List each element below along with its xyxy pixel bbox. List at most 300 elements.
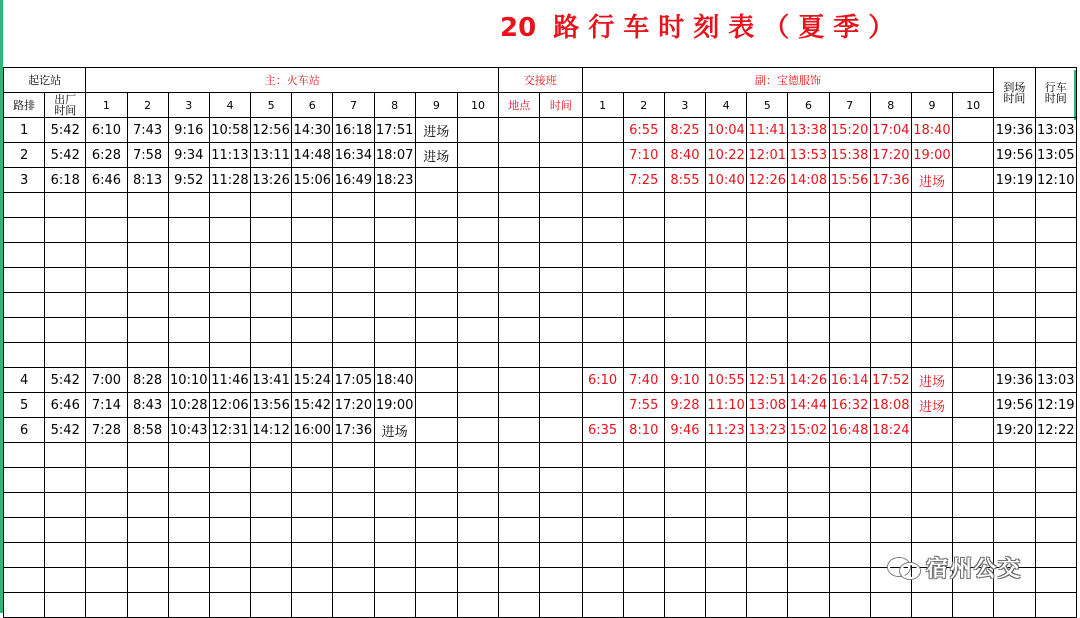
empty-cell <box>168 293 209 318</box>
empty-cell <box>4 318 45 343</box>
empty-cell <box>1035 293 1076 318</box>
empty-cell <box>623 243 664 268</box>
empty-cell <box>457 268 498 293</box>
handover-time-cell <box>540 393 582 418</box>
empty-cell <box>374 343 415 368</box>
empty-cell <box>540 343 582 368</box>
empty-cell <box>1035 443 1076 468</box>
empty-row <box>4 193 1077 218</box>
empty-cell <box>251 493 292 518</box>
main-time-cell: 进场 <box>374 418 415 443</box>
empty-cell <box>870 218 911 243</box>
empty-cell <box>251 268 292 293</box>
sub-time-cell: 8:55 <box>664 168 705 193</box>
sub-time-cell: 9:46 <box>664 418 705 443</box>
duration-header: 行车 时间 <box>1035 68 1076 118</box>
empty-cell <box>706 468 747 493</box>
empty-cell <box>292 443 333 468</box>
handover-time-cell <box>540 143 582 168</box>
empty-row <box>4 443 1077 468</box>
empty-cell <box>747 193 788 218</box>
empty-cell <box>540 268 582 293</box>
empty-cell <box>623 543 664 568</box>
handover-time-cell <box>540 118 582 143</box>
empty-cell <box>292 468 333 493</box>
empty-cell <box>582 443 623 468</box>
empty-cell <box>4 218 45 243</box>
empty-cell <box>582 243 623 268</box>
empty-cell <box>994 268 1035 293</box>
empty-cell <box>86 218 127 243</box>
empty-cell <box>251 468 292 493</box>
sub-time-cell: 11:10 <box>706 393 747 418</box>
empty-cell <box>706 493 747 518</box>
empty-cell <box>45 518 86 543</box>
empty-cell <box>499 493 540 518</box>
empty-cell <box>623 443 664 468</box>
empty-cell <box>251 218 292 243</box>
empty-cell <box>127 193 168 218</box>
empty-cell <box>623 318 664 343</box>
empty-cell <box>499 268 540 293</box>
empty-cell <box>4 568 45 593</box>
main-time-cell: 17:20 <box>333 393 374 418</box>
depart-header: 出厂 时间 <box>45 93 86 118</box>
empty-cell <box>168 493 209 518</box>
empty-cell <box>374 268 415 293</box>
empty-cell <box>45 243 86 268</box>
empty-cell <box>1035 268 1076 293</box>
main-time-cell: 12:56 <box>251 118 292 143</box>
empty-cell <box>706 318 747 343</box>
main-time-cell: 7:28 <box>86 418 127 443</box>
empty-cell <box>623 493 664 518</box>
empty-row <box>4 268 1077 293</box>
main-time-cell: 13:26 <box>251 168 292 193</box>
main-time-cell: 6:46 <box>86 168 127 193</box>
empty-cell <box>706 518 747 543</box>
depart-time-cell: 6:46 <box>45 393 86 418</box>
empty-cell <box>829 268 870 293</box>
sub-time-cell: 16:32 <box>829 393 870 418</box>
sub-time-cell: 12:01 <box>747 143 788 168</box>
empty-cell <box>415 343 457 368</box>
main-time-cell: 13:56 <box>251 393 292 418</box>
empty-cell <box>540 443 582 468</box>
empty-cell <box>623 268 664 293</box>
empty-cell <box>747 318 788 343</box>
sub-col-header: 10 <box>953 93 994 118</box>
main-time-cell: 16:49 <box>333 168 374 193</box>
sub-time-cell <box>953 393 994 418</box>
empty-cell <box>457 568 498 593</box>
watermark-text: 宿州公交 <box>926 556 1023 582</box>
sub-time-cell: 7:25 <box>623 168 664 193</box>
arrive-time-cell: 19:56 <box>994 143 1035 168</box>
empty-cell <box>127 318 168 343</box>
empty-cell <box>86 343 127 368</box>
empty-cell <box>209 493 250 518</box>
empty-cell <box>870 468 911 493</box>
empty-cell <box>788 268 829 293</box>
sub-time-cell <box>582 118 623 143</box>
empty-cell <box>127 568 168 593</box>
empty-cell <box>747 593 788 618</box>
empty-cell <box>953 518 994 543</box>
duration-cell: 12:10 <box>1035 168 1076 193</box>
duration-cell: 12:19 <box>1035 393 1076 418</box>
empty-cell <box>415 518 457 543</box>
empty-cell <box>4 593 45 618</box>
sub-time-cell: 15:02 <box>788 418 829 443</box>
main-time-cell: 18:40 <box>374 368 415 393</box>
empty-cell <box>292 243 333 268</box>
main-col-header: 9 <box>415 93 457 118</box>
empty-cell <box>1035 543 1076 568</box>
sub-time-cell: 进场 <box>911 368 952 393</box>
empty-cell <box>86 443 127 468</box>
main-time-cell: 16:34 <box>333 143 374 168</box>
main-time-cell: 6:28 <box>86 143 127 168</box>
empty-cell <box>994 468 1035 493</box>
sub-time-cell <box>582 143 623 168</box>
empty-cell <box>457 343 498 368</box>
empty-cell <box>251 593 292 618</box>
sub-time-cell: 17:20 <box>870 143 911 168</box>
empty-cell <box>292 318 333 343</box>
empty-cell <box>415 543 457 568</box>
sub-col-header: 5 <box>747 93 788 118</box>
empty-cell <box>582 318 623 343</box>
sub-time-cell: 11:23 <box>706 418 747 443</box>
empty-cell <box>168 443 209 468</box>
empty-cell <box>664 343 705 368</box>
empty-cell <box>45 343 86 368</box>
empty-cell <box>415 268 457 293</box>
handover-time-cell <box>540 168 582 193</box>
empty-cell <box>4 493 45 518</box>
empty-cell <box>127 443 168 468</box>
empty-cell <box>911 343 952 368</box>
main-time-cell: 进场 <box>415 143 457 168</box>
main-time-cell <box>415 393 457 418</box>
empty-cell <box>911 493 952 518</box>
empty-cell <box>582 593 623 618</box>
sub-time-cell: 16:14 <box>829 368 870 393</box>
sub-time-cell: 7:40 <box>623 368 664 393</box>
sub-time-cell <box>953 418 994 443</box>
empty-cell <box>4 193 45 218</box>
empty-cell <box>415 568 457 593</box>
empty-cell <box>374 593 415 618</box>
empty-cell <box>415 468 457 493</box>
empty-cell <box>953 293 994 318</box>
empty-cell <box>292 293 333 318</box>
empty-cell <box>870 443 911 468</box>
empty-cell <box>86 293 127 318</box>
empty-cell <box>209 243 250 268</box>
main-col-header: 5 <box>251 93 292 118</box>
empty-cell <box>911 293 952 318</box>
empty-cell <box>45 593 86 618</box>
empty-cell <box>994 193 1035 218</box>
sub-time-cell: 进场 <box>911 393 952 418</box>
empty-cell <box>168 568 209 593</box>
empty-cell <box>209 218 250 243</box>
empty-cell <box>829 468 870 493</box>
empty-cell <box>788 243 829 268</box>
empty-cell <box>45 568 86 593</box>
empty-cell <box>706 593 747 618</box>
empty-cell <box>911 318 952 343</box>
empty-cell <box>829 518 870 543</box>
route-id-cell: 1 <box>4 118 45 143</box>
sub-time-cell: 16:48 <box>829 418 870 443</box>
page-title <box>500 8 903 48</box>
empty-cell <box>415 293 457 318</box>
main-time-cell: 17:05 <box>333 368 374 393</box>
sub-time-cell: 12:26 <box>747 168 788 193</box>
handover-place-cell <box>499 368 540 393</box>
empty-cell <box>540 193 582 218</box>
empty-cell <box>292 568 333 593</box>
arrive-time-cell: 19:36 <box>994 368 1035 393</box>
sub-time-cell: 7:10 <box>623 143 664 168</box>
main-time-cell: 7:00 <box>86 368 127 393</box>
sub-col-header: 4 <box>706 93 747 118</box>
empty-cell <box>45 193 86 218</box>
empty-cell <box>374 443 415 468</box>
empty-cell <box>168 268 209 293</box>
empty-cell <box>788 493 829 518</box>
main-time-cell <box>415 168 457 193</box>
empty-cell <box>86 318 127 343</box>
main-col-header: 4 <box>209 93 250 118</box>
empty-cell <box>747 243 788 268</box>
empty-cell <box>209 343 250 368</box>
empty-cell <box>457 493 498 518</box>
empty-cell <box>664 318 705 343</box>
empty-cell <box>457 243 498 268</box>
title-text: 路行车时刻表（夏季） <box>553 13 904 43</box>
empty-cell <box>788 568 829 593</box>
empty-cell <box>870 268 911 293</box>
empty-cell <box>788 543 829 568</box>
empty-cell <box>333 193 374 218</box>
depart-time-cell: 5:42 <box>45 368 86 393</box>
handover-time-cell <box>540 368 582 393</box>
empty-cell <box>374 318 415 343</box>
main-col-header: 3 <box>168 93 209 118</box>
empty-cell <box>747 543 788 568</box>
empty-cell <box>540 293 582 318</box>
table-row <box>4 368 1077 393</box>
depart-time-cell: 5:42 <box>45 143 86 168</box>
sub-time-cell: 6:55 <box>623 118 664 143</box>
empty-cell <box>582 218 623 243</box>
empty-cell <box>994 593 1035 618</box>
empty-cell <box>994 218 1035 243</box>
empty-cell <box>829 593 870 618</box>
empty-cell <box>333 543 374 568</box>
empty-cell <box>953 493 994 518</box>
sub-time-cell: 13:23 <box>747 418 788 443</box>
empty-cell <box>1035 343 1076 368</box>
empty-cell <box>86 268 127 293</box>
empty-cell <box>86 543 127 568</box>
sub-time-cell: 14:26 <box>788 368 829 393</box>
sub-time-cell: 9:28 <box>664 393 705 418</box>
sub-time-cell <box>953 118 994 143</box>
route-id-cell: 3 <box>4 168 45 193</box>
empty-cell <box>582 293 623 318</box>
empty-cell <box>623 293 664 318</box>
empty-cell <box>4 518 45 543</box>
empty-cell <box>994 318 1035 343</box>
empty-cell <box>788 318 829 343</box>
empty-cell <box>747 343 788 368</box>
empty-cell <box>788 193 829 218</box>
empty-cell <box>664 518 705 543</box>
empty-cell <box>1035 218 1076 243</box>
empty-cell <box>911 468 952 493</box>
empty-cell <box>664 268 705 293</box>
empty-cell <box>1035 568 1076 593</box>
empty-cell <box>168 318 209 343</box>
main-time-cell: 13:41 <box>251 368 292 393</box>
empty-cell <box>292 343 333 368</box>
empty-cell <box>251 243 292 268</box>
empty-cell <box>582 193 623 218</box>
empty-cell <box>788 518 829 543</box>
main-time-cell: 8:13 <box>127 168 168 193</box>
empty-cell <box>623 193 664 218</box>
empty-cell <box>4 468 45 493</box>
route-header: 路排 <box>4 93 45 118</box>
empty-cell <box>45 268 86 293</box>
main-time-cell <box>457 418 498 443</box>
empty-cell <box>4 443 45 468</box>
empty-cell <box>127 293 168 318</box>
empty-cell <box>4 268 45 293</box>
table-row <box>4 118 1077 143</box>
empty-cell <box>706 543 747 568</box>
arrive-time-header: 到场 时间 <box>994 68 1035 118</box>
main-time-cell: 12:31 <box>209 418 250 443</box>
empty-cell <box>953 318 994 343</box>
empty-cell <box>333 468 374 493</box>
empty-cell <box>664 293 705 318</box>
empty-cell <box>415 443 457 468</box>
sub-col-header: 9 <box>911 93 952 118</box>
empty-cell <box>333 343 374 368</box>
sub-time-cell: 8:40 <box>664 143 705 168</box>
empty-cell <box>540 493 582 518</box>
empty-cell <box>4 243 45 268</box>
empty-cell <box>870 343 911 368</box>
empty-cell <box>499 468 540 493</box>
sub-col-header: 1 <box>582 93 623 118</box>
empty-cell <box>499 593 540 618</box>
main-col-header: 6 <box>292 93 333 118</box>
empty-cell <box>4 343 45 368</box>
duration-cell: 13:03 <box>1035 118 1076 143</box>
empty-cell <box>582 568 623 593</box>
empty-cell <box>499 193 540 218</box>
empty-cell <box>415 193 457 218</box>
sub-time-cell: 19:00 <box>911 143 952 168</box>
empty-cell <box>829 193 870 218</box>
empty-cell <box>209 543 250 568</box>
main-time-cell: 8:58 <box>127 418 168 443</box>
empty-cell <box>582 468 623 493</box>
empty-cell <box>209 518 250 543</box>
empty-cell <box>994 443 1035 468</box>
sub-col-header: 2 <box>623 93 664 118</box>
main-time-cell: 9:34 <box>168 143 209 168</box>
sub-time-cell: 8:10 <box>623 418 664 443</box>
sub-time-cell: 18:08 <box>870 393 911 418</box>
empty-cell <box>911 268 952 293</box>
main-time-cell: 10:28 <box>168 393 209 418</box>
empty-cell <box>333 218 374 243</box>
sub-time-cell: 14:44 <box>788 393 829 418</box>
empty-cell <box>333 293 374 318</box>
empty-cell <box>209 468 250 493</box>
empty-cell <box>747 443 788 468</box>
empty-cell <box>747 468 788 493</box>
empty-cell <box>829 543 870 568</box>
empty-cell <box>870 193 911 218</box>
empty-cell <box>457 318 498 343</box>
empty-cell <box>374 518 415 543</box>
sub-time-cell: 14:08 <box>788 168 829 193</box>
empty-cell <box>623 518 664 543</box>
empty-cell <box>45 493 86 518</box>
main-time-cell: 8:43 <box>127 393 168 418</box>
empty-cell <box>706 293 747 318</box>
empty-cell <box>540 468 582 493</box>
sub-time-cell: 13:38 <box>788 118 829 143</box>
route-number: 20 <box>500 13 537 43</box>
sub-time-cell <box>953 368 994 393</box>
main-time-cell: 15:06 <box>292 168 333 193</box>
empty-cell <box>706 243 747 268</box>
empty-cell <box>168 593 209 618</box>
empty-cell <box>953 468 994 493</box>
sub-time-cell: 15:20 <box>829 118 870 143</box>
empty-cell <box>788 468 829 493</box>
empty-cell <box>499 443 540 468</box>
sub-time-cell: 17:52 <box>870 368 911 393</box>
empty-cell <box>706 343 747 368</box>
empty-cell <box>540 593 582 618</box>
empty-cell <box>333 593 374 618</box>
main-time-cell <box>415 418 457 443</box>
empty-cell <box>333 268 374 293</box>
sub-col-header: 3 <box>664 93 705 118</box>
empty-cell <box>1035 468 1076 493</box>
watermark <box>888 552 1022 582</box>
empty-cell <box>540 543 582 568</box>
empty-cell <box>168 243 209 268</box>
timetable <box>3 67 1077 618</box>
empty-cell <box>374 468 415 493</box>
empty-cell <box>415 243 457 268</box>
empty-cell <box>127 468 168 493</box>
empty-cell <box>582 543 623 568</box>
empty-cell <box>251 443 292 468</box>
